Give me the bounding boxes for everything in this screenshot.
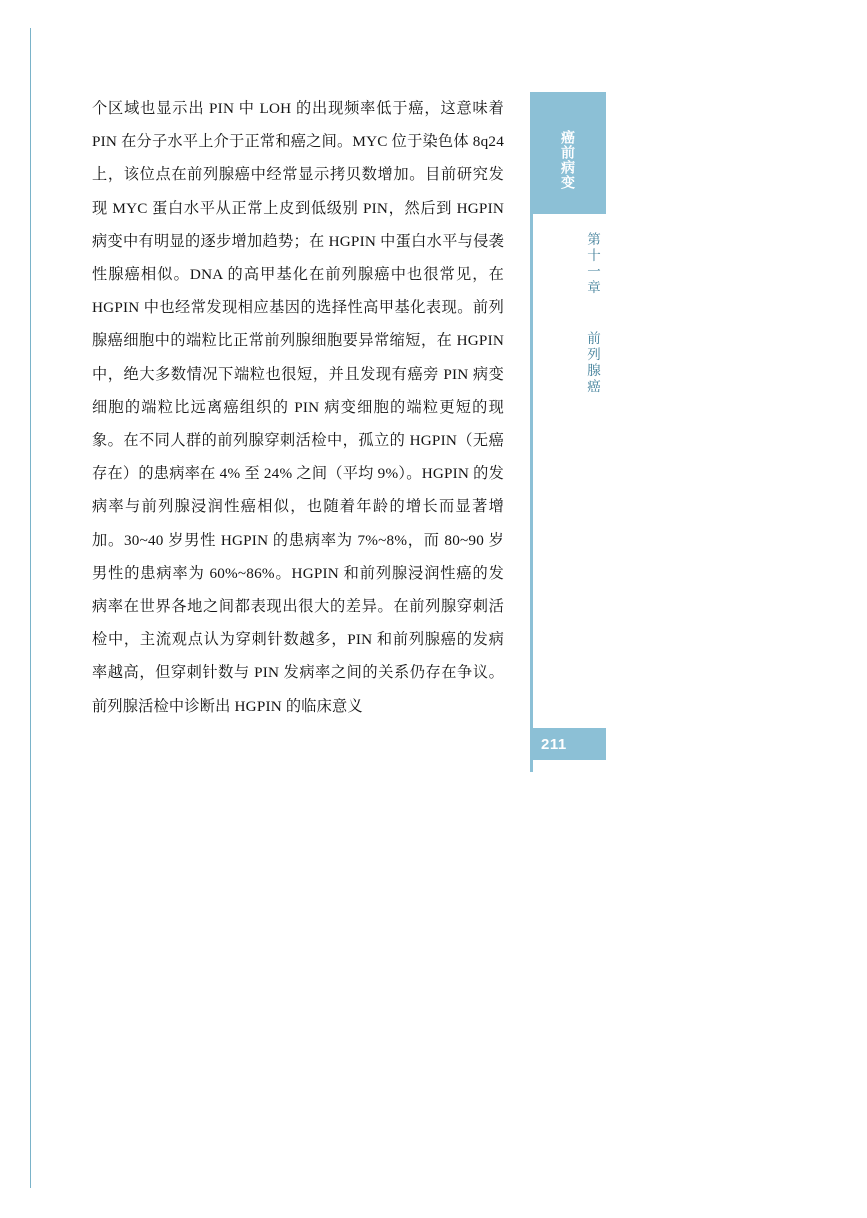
body-text-column xyxy=(92,92,504,723)
left-margin-rule xyxy=(30,28,31,1188)
side-tab-rule xyxy=(530,214,533,772)
page-number: 211 xyxy=(530,728,606,760)
body-paragraph: 个区域也显示出 PIN 中 LOH 的出现频率低于癌，这意味着 PIN 在分子水平上介于正常和癌之间。MYC 位于染色体 8q24 上，该位点在前列腺癌中经常显示拷贝数增加。目前研究发现 MYC 蛋白水平从正常上皮到低级别 PIN，然后到 HGPIN 病变中有明显的逐步增加趋势；在 HGPIN 中蛋白水平与侵袭性腺癌相似。DNA 的高甲基化在前列腺癌中也很常见，在 HGPIN 中也经常发现相应基因的选择性高甲基化表现。前列腺癌细胞中的端粒比正常前列腺细胞要异常缩短，在 HGPIN 中，绝大多数情况下端粒也很短，并且发现有癌旁 PIN 病变细胞的端粒比远离癌组织的 PIN 病变细胞的端粒更短的现象。在不同人群的前列腺穿刺活检中，孤立的 HGPIN（无癌存在）的患病率在 4% 至 24% 之间（平均 9%）。HGPIN 的发病率与前列腺浸润性癌相似，也随着年龄的增长而显著增加。30~40 岁男性 HGPIN 的患病率为 7%~8%，而 80~90 岁男性的患病率为 60%~86%。HGPIN 和前列腺浸润性癌的发病率在世界各地之间都表现出很大的差异。在前列腺穿刺活检中，主流观点认为穿刺针数越多，PIN 和前列腺癌的发病率越高，但穿刺针数与 PIN 发病率之间的关系仍存在争议。前列腺活检中诊断出 HGPIN 的临床意义 xyxy=(92,100,504,715)
chapter-label: 第十一章 前列腺癌 xyxy=(585,232,600,395)
side-tab-column xyxy=(530,92,606,772)
section-title-tab: 癌前病变 xyxy=(530,92,606,214)
